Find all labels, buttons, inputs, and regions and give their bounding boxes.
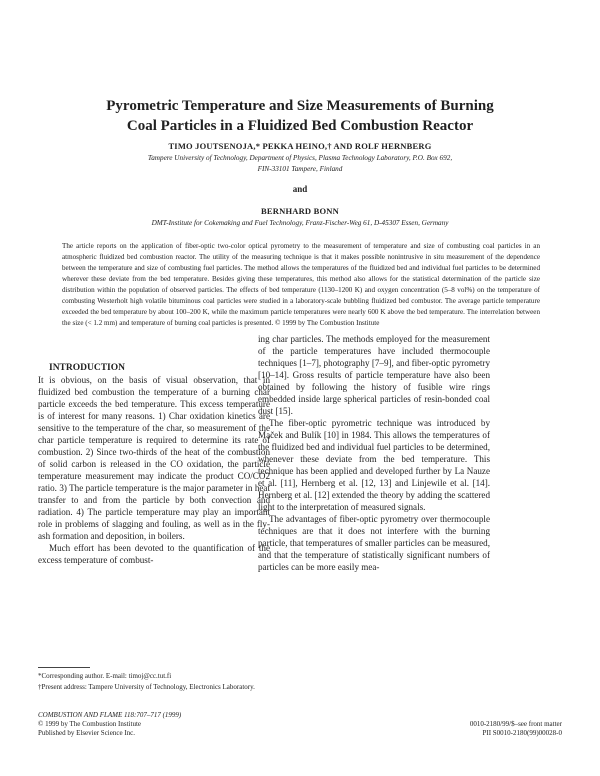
abstract: The article reports on the application of fiber-optic two-color optical pyrometry to the measurement of temperature and size of combusting coal particles in an atmospheric fluidized bed combustion reactor. The utility of the measuring technique is that it makes possible nonintrusive in situ measurement of the dependence between the temperature and size of combusting fuel particles. The method allows the temperatures of the fluidized bed and individual fuel particles to be determined wherever these deviate from the bed temperature. Besides giving these temperatures, this method also allows for the statistical determination of the particle size distribution within the population of observed particles. The effects of bed temperature (1130–1200 K) and oxygen concentration (5–8 vol%) on the temperature of combusting Westerholt high volatile bituminous coal particles were studied in a laboratory-scale bubbling fluidized bed combustor. The average particle temperature exceeded the bed temperature by about 100–200 K, while the maximum particle temperatures were nearly 600 K above the bed temperature. The interrelation between the size (< 1.2 mm) and temperature of burning coal particles is presented. © 1999 by The Combustion Institute: [62, 242, 540, 327]
intro-paragraph-3: The fiber-optic pyrometric technique was introduced by Maček and Bulík [10] in 1984. This allows the temperatures of the fluidized bed and individual fuel particles to be determined, whenever these deviate from the bed temperature. This technique has been applied and developed further by La Nauze et al. [11], Hernberg et al. [12, 13] and Linjewile et al. [14]. Hernberg et al. [12] extended the theory by adding the scattered light to the interpretation of measured signals.: [258, 418, 490, 512]
footnote-corresponding-author: *Corresponding author. E-mail: timoj@cc.tut.fi: [38, 672, 172, 680]
affiliation-secondary: DMT-Institute for Cokemaking and Fuel Technology, Franz-Fischer-Weg 61, D-45307 Essen, Germany: [151, 219, 449, 227]
footer-copyright: © 1999 by The Combustion Institute: [38, 720, 141, 728]
journal-citation: COMBUSTION AND FLAME 118:707–717 (1999): [38, 711, 182, 719]
section-heading: INTRODUCTION: [49, 363, 126, 373]
footer-publisher: Published by Elsevier Science Inc.: [38, 729, 136, 737]
authors-primary: TIMO JOUTSENOJA,* PEKKA HEINO,† AND ROLF HERNBERG: [168, 141, 432, 151]
title-line-1: Pyrometric Temperature and Size Measurements of Burning: [106, 98, 494, 114]
and-separator: and: [292, 184, 308, 194]
footer-issn: 0010-2180/99/$–see front matter: [469, 720, 562, 728]
footer-left: [38, 711, 181, 738]
authors-secondary: BERNHARD BONN: [261, 206, 339, 216]
right-column: [258, 333, 490, 573]
intro-paragraph-1: It is obvious, on the basis of visual observation, that in fluidized bed combustion the temperature of a burning char particle exceeds the bed temperature. This excess temperature is of interest for many reasons. 1) Char oxidation kinetics are sensitive to the temperature of the char, so measurement of the char particle temperature is required to determine its rate of combustion. 2) Since two-thirds of the heat of the combustion of solid carbon is released in the CO oxidation, the particle temperature measurement may indicate the product CO/CO2 ratio. 3) The particle temperature is the major parameter in heat transfer to and from the particle by both convection and radiation. 4) The particle temperature may play an important role in problems of slagging and fouling, as well as in the fly-ash formation and deposition, in boilers.: [38, 375, 270, 541]
affiliation-primary: [40, 153, 560, 175]
intro-paragraph-2: Much effort has been devoted to the quantification of the excess temperature of combust-: [38, 543, 270, 565]
affiliation-primary-line-1: Tampere University of Technology, Department of Physics, Plasma Technology Laboratory, P.O. Box 692,: [147, 154, 453, 162]
footnote-divider: [38, 667, 90, 668]
intro-paragraph-continued: ing char particles. The methods employed for the measurement of the particle temperatures have included thermocouple techniques [1–7], photography [7–9], and fiber-optic pyrometry [10–14]. Gross results of particle temperature have also been obtained by following the history of fusible wire rings embedded inside large spherical particles of resin-bonded coal dust [15].: [258, 334, 490, 416]
footer-pii: PII S0010-2180(99)00028-0: [482, 729, 562, 737]
left-column: [38, 362, 270, 566]
affiliation-primary-line-2: FIN-33101 Tampere, Finland: [257, 165, 343, 173]
footnote-present-address: †Present address: Tampere University of Technology, Electronics Laboratory.: [38, 683, 255, 691]
footer-right: [470, 720, 562, 738]
title-line-2: Coal Particles in a Fluidized Bed Combustion Reactor: [126, 118, 474, 134]
intro-paragraph-4: The advantages of fiber-optic pyrometry over thermocouple techniques are that it does not interfere with the burning particle, that temperatures of smaller particles can be measured, and that the temperature of statistically significant numbers of particles can be more easily mea-: [258, 514, 490, 572]
paper-title: [40, 96, 560, 136]
